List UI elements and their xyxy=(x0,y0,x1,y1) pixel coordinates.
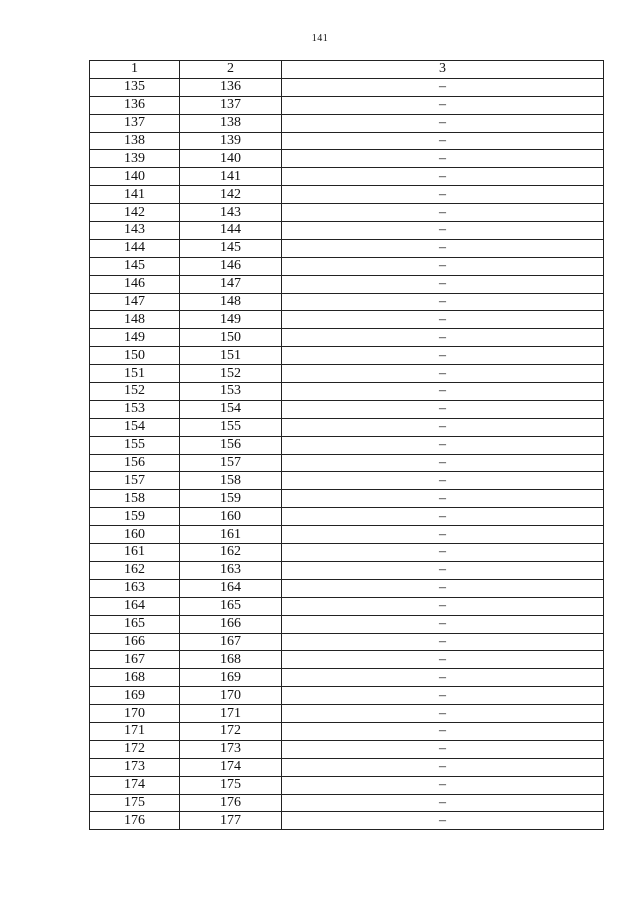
table-cell-col-3: – xyxy=(282,150,604,168)
table-cell-col-3: – xyxy=(282,687,604,705)
table-row xyxy=(90,186,604,204)
table-cell-col-1: 142 xyxy=(90,204,180,222)
table-cell-col-2: 155 xyxy=(180,418,282,436)
table-cell-col-3: – xyxy=(282,96,604,114)
table-cell-col-1: 144 xyxy=(90,239,180,257)
table-cell-col-3: – xyxy=(282,222,604,240)
table-cell-col-1: 168 xyxy=(90,669,180,687)
table-cell-col-1: 148 xyxy=(90,311,180,329)
table-row xyxy=(90,544,604,562)
table-cell-col-3: – xyxy=(282,633,604,651)
table-cell-col-1: 171 xyxy=(90,722,180,740)
data-table xyxy=(89,60,604,830)
table-cell-col-2: 150 xyxy=(180,329,282,347)
table-row xyxy=(90,257,604,275)
table-cell-col-1: 145 xyxy=(90,257,180,275)
table-cell-col-1: 164 xyxy=(90,597,180,615)
table-cell-col-3: – xyxy=(282,275,604,293)
table-cell-col-2: 139 xyxy=(180,132,282,150)
table-row xyxy=(90,365,604,383)
table-cell-col-1: 160 xyxy=(90,526,180,544)
table-cell-col-2: 146 xyxy=(180,257,282,275)
table-cell-col-1: 176 xyxy=(90,812,180,830)
table-cell-col-1: 151 xyxy=(90,365,180,383)
table-cell-col-1: 172 xyxy=(90,740,180,758)
table-cell-col-3: – xyxy=(282,776,604,794)
table-cell-col-3: – xyxy=(282,705,604,723)
table-cell-col-2: 143 xyxy=(180,204,282,222)
table-cell-col-2: 141 xyxy=(180,168,282,186)
table-cell-col-3: – xyxy=(282,168,604,186)
table-cell-col-1: 139 xyxy=(90,150,180,168)
table-cell-col-2: 176 xyxy=(180,794,282,812)
table-cell-col-1: 140 xyxy=(90,168,180,186)
table-cell-col-3: – xyxy=(282,544,604,562)
table-row xyxy=(90,722,604,740)
table-row xyxy=(90,275,604,293)
table-cell-col-1: 165 xyxy=(90,615,180,633)
table-cell-col-2: 164 xyxy=(180,579,282,597)
table-cell-col-2: 174 xyxy=(180,758,282,776)
table-cell-col-2: 147 xyxy=(180,275,282,293)
table-cell-col-1: 169 xyxy=(90,687,180,705)
table-row xyxy=(90,758,604,776)
table-cell-col-2: 154 xyxy=(180,400,282,418)
table-cell-col-1: 161 xyxy=(90,544,180,562)
column-header-2: 2 xyxy=(180,61,282,79)
table-cell-col-3: – xyxy=(282,400,604,418)
table-cell-col-1: 141 xyxy=(90,186,180,204)
table-row xyxy=(90,168,604,186)
table-row xyxy=(90,633,604,651)
table-cell-col-3: – xyxy=(282,508,604,526)
table-cell-col-2: 165 xyxy=(180,597,282,615)
table-cell-col-1: 156 xyxy=(90,454,180,472)
table-row xyxy=(90,436,604,454)
table-cell-col-3: – xyxy=(282,597,604,615)
table-cell-col-2: 142 xyxy=(180,186,282,204)
table-cell-col-2: 171 xyxy=(180,705,282,723)
table-cell-col-3: – xyxy=(282,758,604,776)
table-cell-col-2: 140 xyxy=(180,150,282,168)
table-row xyxy=(90,508,604,526)
table-cell-col-3: – xyxy=(282,204,604,222)
table-cell-col-1: 166 xyxy=(90,633,180,651)
table-cell-col-1: 170 xyxy=(90,705,180,723)
table-cell-col-3: – xyxy=(282,293,604,311)
table-cell-col-1: 137 xyxy=(90,114,180,132)
table-row xyxy=(90,597,604,615)
table-row xyxy=(90,222,604,240)
table-cell-col-2: 167 xyxy=(180,633,282,651)
table-cell-col-3: – xyxy=(282,615,604,633)
table-cell-col-2: 157 xyxy=(180,454,282,472)
table-row xyxy=(90,132,604,150)
table-cell-col-2: 156 xyxy=(180,436,282,454)
table-cell-col-1: 136 xyxy=(90,96,180,114)
table-row xyxy=(90,794,604,812)
table-row xyxy=(90,383,604,401)
table-cell-col-1: 154 xyxy=(90,418,180,436)
table-cell-col-2: 138 xyxy=(180,114,282,132)
table-cell-col-3: – xyxy=(282,526,604,544)
table-body xyxy=(90,78,604,829)
table-cell-col-3: – xyxy=(282,186,604,204)
table-cell-col-3: – xyxy=(282,579,604,597)
table-cell-col-3: – xyxy=(282,365,604,383)
table-cell-col-2: 159 xyxy=(180,490,282,508)
table-cell-col-3: – xyxy=(282,740,604,758)
table-cell-col-3: – xyxy=(282,669,604,687)
table-cell-col-2: 162 xyxy=(180,544,282,562)
table-cell-col-3: – xyxy=(282,311,604,329)
table-row xyxy=(90,454,604,472)
table-row xyxy=(90,329,604,347)
table-row xyxy=(90,687,604,705)
table-header xyxy=(90,61,604,79)
table-cell-col-1: 155 xyxy=(90,436,180,454)
table-cell-col-1: 162 xyxy=(90,561,180,579)
table-cell-col-1: 167 xyxy=(90,651,180,669)
table-row xyxy=(90,776,604,794)
table-cell-col-3: – xyxy=(282,257,604,275)
table-row xyxy=(90,651,604,669)
table-cell-col-1: 143 xyxy=(90,222,180,240)
table-row xyxy=(90,526,604,544)
table-row xyxy=(90,812,604,830)
table-cell-col-2: 148 xyxy=(180,293,282,311)
table-cell-col-3: – xyxy=(282,472,604,490)
table-cell-col-3: – xyxy=(282,383,604,401)
table-cell-col-2: 149 xyxy=(180,311,282,329)
table-cell-col-3: – xyxy=(282,794,604,812)
table-row xyxy=(90,669,604,687)
table-cell-col-3: – xyxy=(282,436,604,454)
table-row xyxy=(90,114,604,132)
table-cell-col-1: 175 xyxy=(90,794,180,812)
table-row xyxy=(90,579,604,597)
table-cell-col-1: 158 xyxy=(90,490,180,508)
column-header-3: 3 xyxy=(282,61,604,79)
table-cell-col-3: – xyxy=(282,78,604,96)
table-row xyxy=(90,293,604,311)
table-cell-col-2: 136 xyxy=(180,78,282,96)
table-row xyxy=(90,204,604,222)
table-cell-col-1: 150 xyxy=(90,347,180,365)
table-cell-col-3: – xyxy=(282,132,604,150)
table-cell-col-2: 177 xyxy=(180,812,282,830)
table-cell-col-1: 157 xyxy=(90,472,180,490)
table-cell-col-3: – xyxy=(282,812,604,830)
table-cell-col-1: 174 xyxy=(90,776,180,794)
table-row xyxy=(90,78,604,96)
table-cell-col-2: 170 xyxy=(180,687,282,705)
table-cell-col-3: – xyxy=(282,239,604,257)
table-row xyxy=(90,418,604,436)
table-row xyxy=(90,561,604,579)
table-cell-col-3: – xyxy=(282,722,604,740)
table-cell-col-2: 175 xyxy=(180,776,282,794)
table-cell-col-2: 144 xyxy=(180,222,282,240)
table-row xyxy=(90,490,604,508)
table-cell-col-1: 146 xyxy=(90,275,180,293)
table-cell-col-1: 138 xyxy=(90,132,180,150)
table-row xyxy=(90,96,604,114)
table-cell-col-2: 161 xyxy=(180,526,282,544)
table-cell-col-2: 158 xyxy=(180,472,282,490)
table-row xyxy=(90,472,604,490)
table-cell-col-3: – xyxy=(282,454,604,472)
table-row xyxy=(90,239,604,257)
table-cell-col-2: 172 xyxy=(180,722,282,740)
header-row xyxy=(90,61,604,79)
table-cell-col-1: 147 xyxy=(90,293,180,311)
table-cell-col-1: 135 xyxy=(90,78,180,96)
table-row xyxy=(90,615,604,633)
table-cell-col-3: – xyxy=(282,651,604,669)
table-cell-col-2: 173 xyxy=(180,740,282,758)
table-cell-col-2: 137 xyxy=(180,96,282,114)
table-cell-col-1: 153 xyxy=(90,400,180,418)
table-row xyxy=(90,311,604,329)
page-number: 141 xyxy=(311,33,329,44)
table-cell-col-2: 145 xyxy=(180,239,282,257)
table-row xyxy=(90,347,604,365)
table-cell-col-1: 149 xyxy=(90,329,180,347)
column-header-1: 1 xyxy=(90,61,180,79)
table-cell-col-1: 152 xyxy=(90,383,180,401)
table-cell-col-3: – xyxy=(282,347,604,365)
table-cell-col-3: – xyxy=(282,490,604,508)
table-cell-col-2: 166 xyxy=(180,615,282,633)
table-row xyxy=(90,150,604,168)
table-cell-col-2: 152 xyxy=(180,365,282,383)
table-cell-col-3: – xyxy=(282,329,604,347)
table-cell-col-3: – xyxy=(282,114,604,132)
table-cell-col-3: – xyxy=(282,418,604,436)
table-cell-col-1: 163 xyxy=(90,579,180,597)
table-cell-col-1: 159 xyxy=(90,508,180,526)
table-cell-col-2: 151 xyxy=(180,347,282,365)
table-cell-col-2: 168 xyxy=(180,651,282,669)
table-row xyxy=(90,740,604,758)
table-cell-col-3: – xyxy=(282,561,604,579)
table-cell-col-2: 160 xyxy=(180,508,282,526)
table-cell-col-2: 163 xyxy=(180,561,282,579)
table-row xyxy=(90,400,604,418)
table-cell-col-2: 153 xyxy=(180,383,282,401)
table-row xyxy=(90,705,604,723)
table-cell-col-2: 169 xyxy=(180,669,282,687)
table-cell-col-1: 173 xyxy=(90,758,180,776)
